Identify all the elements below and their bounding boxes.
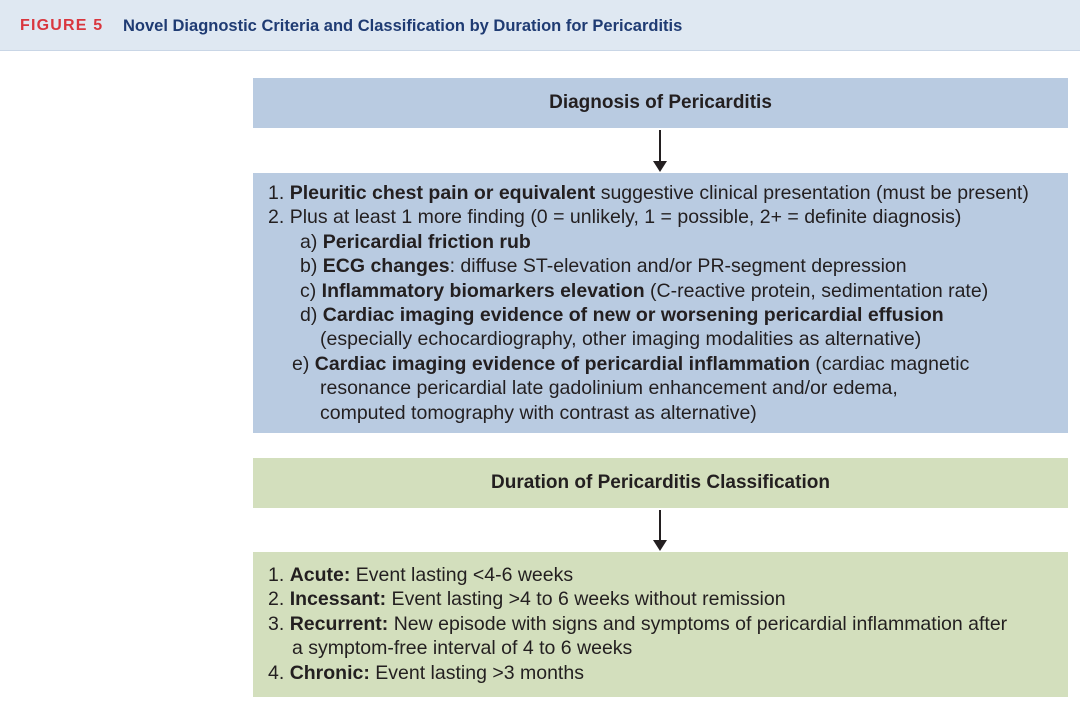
criterion-chest-pain [268, 181, 1068, 205]
finding-label: b) [300, 255, 323, 278]
duration-recurrent-continued: a symptom-free interval of 4 to 6 weeks [292, 637, 633, 660]
finding-text: (C-reactive protein, sedimentation rate) [644, 279, 989, 302]
finding-bold: Inflammatory biomarkers elevation [321, 279, 645, 302]
diagnosis-title-box [253, 78, 1068, 128]
criterion-number: 2. [268, 206, 290, 229]
duration-number: 2. [268, 588, 290, 611]
finding-ecg-changes [268, 254, 1068, 278]
criterion-number: 1. [268, 182, 290, 204]
finding-label: c) [300, 279, 322, 302]
criterion-text: suggestive clinical presentation (must be present) [595, 182, 1029, 204]
finding-inflammation [268, 352, 1068, 376]
figure-header [0, 0, 1080, 51]
finding-effusion [268, 303, 1068, 327]
finding-friction-rub [268, 230, 1068, 254]
duration-bold: Acute: [289, 564, 351, 586]
duration-title-box [253, 458, 1068, 508]
down-arrow-icon [653, 130, 667, 172]
finding-text: : diffuse ST-elevation and/or PR-segment depression [449, 255, 907, 278]
duration-text: Event lasting <4-6 weeks [350, 564, 574, 586]
finding-text: (cardiac magnetic [810, 352, 970, 375]
duration-recurrent [268, 612, 1068, 636]
duration-bold: Recurrent: [289, 612, 389, 635]
duration-text: New episode with signs and symptoms of pericardial inflammation after [388, 612, 1008, 635]
down-arrow-icon [653, 510, 667, 551]
duration-number: 3. [268, 612, 290, 635]
duration-acute [268, 563, 1068, 587]
duration-number: 1. [268, 564, 290, 586]
finding-label: d) [300, 304, 323, 327]
finding-bold: Pericardial friction rub [322, 230, 531, 253]
figure-label: FIGURE 5 [20, 17, 104, 34]
finding-label: e) [292, 352, 315, 375]
finding-inflammation-continued-1: resonance pericardial late gadolinium enhancement and/or edema, [320, 377, 898, 400]
duration-chronic [268, 661, 1068, 685]
duration-classification-box [253, 552, 1068, 697]
duration-bold: Chronic: [289, 661, 370, 684]
figure-title: Novel Diagnostic Criteria and Classification by Duration for Pericarditis [123, 17, 683, 35]
duration-text: Event lasting >4 to 6 weeks without remission [386, 588, 786, 611]
duration-number: 4. [268, 661, 290, 684]
duration-incessant [268, 587, 1068, 611]
criterion-bold: Pleuritic chest pain or equivalent [289, 182, 596, 204]
criterion-text: Plus at least 1 more finding (0 = unlikely, 1 = possible, 2+ = definite diagnosis) [289, 206, 962, 229]
finding-bold: Cardiac imaging evidence of pericardial inflammation [314, 352, 810, 375]
finding-inflammation-continued-2: computed tomography with contrast as alternative) [320, 401, 757, 424]
finding-biomarkers [268, 279, 1068, 303]
finding-effusion-continued: (especially echocardiography, other imaging modalities as alternative) [320, 328, 922, 351]
duration-title: Duration of Pericarditis Classification [491, 472, 830, 493]
duration-text: Event lasting >3 months [369, 661, 584, 684]
finding-label: a) [300, 230, 323, 253]
criterion-additional-finding [268, 205, 1068, 229]
diagnosis-title: Diagnosis of Pericarditis [549, 92, 772, 113]
finding-bold: Cardiac imaging evidence of new or worsening pericardial effusion [322, 304, 944, 327]
diagnosis-criteria-box [253, 173, 1068, 433]
duration-bold: Incessant: [289, 588, 387, 611]
finding-bold: ECG changes [322, 255, 450, 278]
